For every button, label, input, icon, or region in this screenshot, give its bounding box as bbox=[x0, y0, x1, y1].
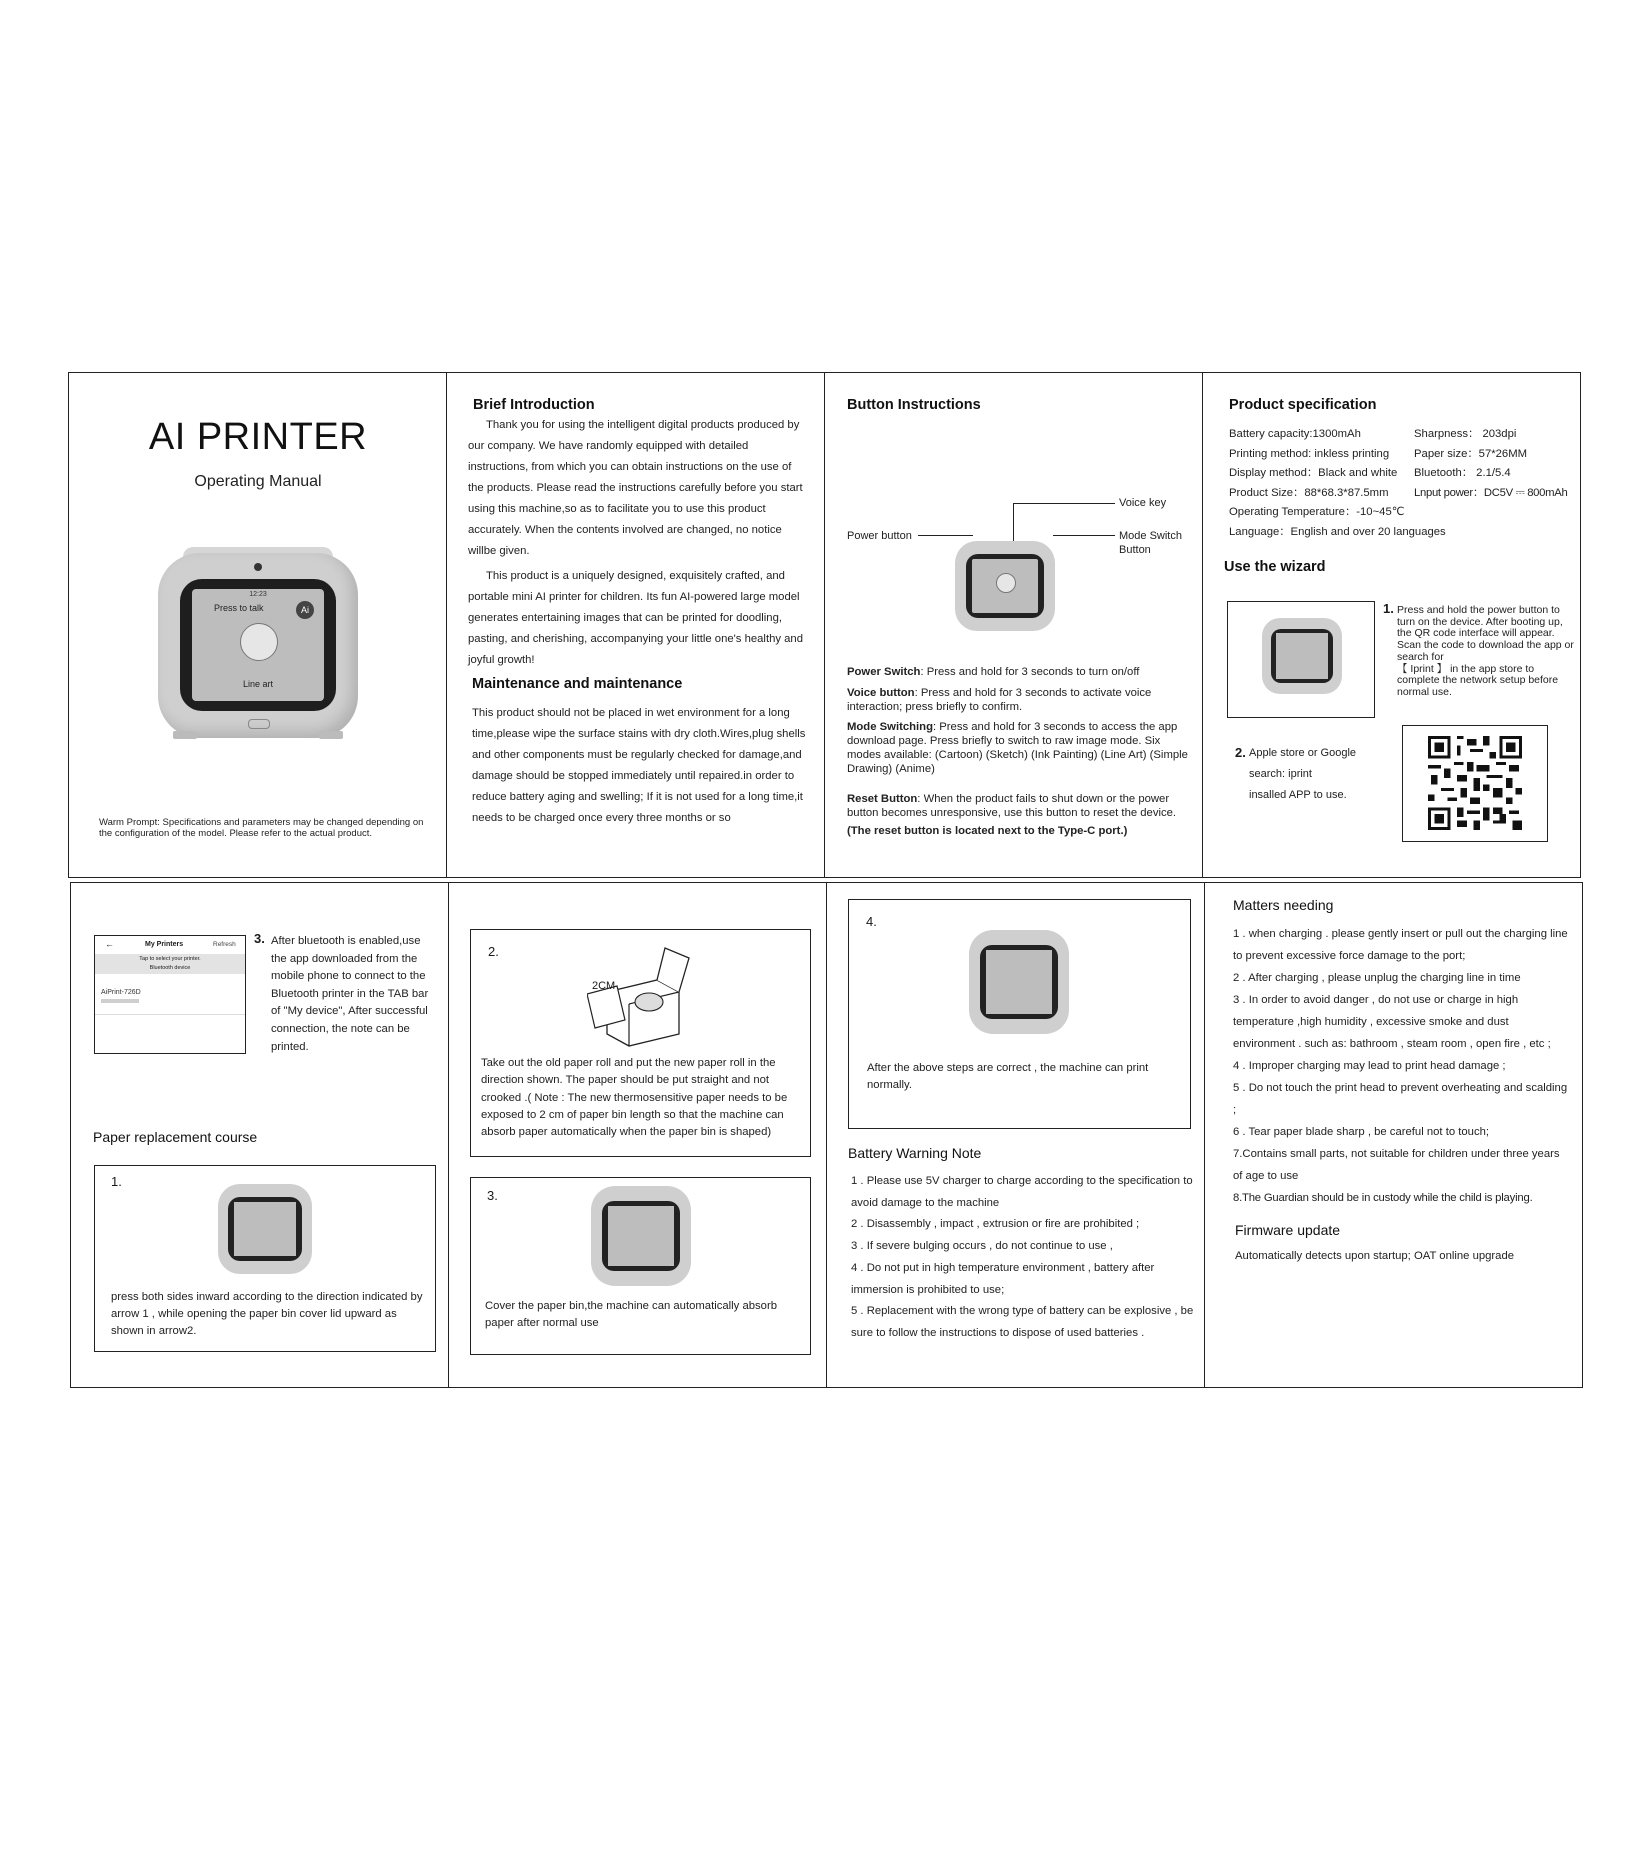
manual-sheet-back bbox=[70, 882, 1583, 1388]
intro-panel bbox=[447, 373, 825, 877]
matters-item-2: 2 . After charging , please unplug the charging line in time bbox=[1233, 972, 1521, 984]
buttons-panel bbox=[825, 373, 1203, 877]
paper-step2-number: 2. bbox=[488, 944, 499, 959]
battery-item-1: 1 . Please use 5V charger to charge according to the specification to avoid damage to the machine bbox=[851, 1175, 1193, 1209]
paper-panel bbox=[449, 883, 827, 1387]
battery-item-2: 2 . Disassembly , impact , extrusion or fire are prohibited ; bbox=[851, 1218, 1140, 1231]
phone-device-name: AiPrint-726D bbox=[101, 989, 141, 996]
power-switch-desc bbox=[847, 665, 1192, 679]
firmware-heading: Firmware update bbox=[1235, 1222, 1341, 1238]
camera-dot bbox=[254, 563, 262, 571]
phone-title: My Printers bbox=[145, 941, 184, 948]
screen-mode: Line art bbox=[242, 679, 274, 689]
phone-app-screenshot bbox=[94, 935, 246, 1054]
phone-refresh: Refresh bbox=[213, 941, 236, 948]
spec-heading: Product specification bbox=[1229, 397, 1377, 413]
voice-key-label: Voice key bbox=[1119, 497, 1167, 509]
step3-text: After bluetooth is enabled,use the app downloaded from the mobile phone to connect to the Bluetooth printer in the TAB bar of "My device", After successful connection, the note can be printed. bbox=[271, 935, 429, 1053]
reset-button-desc bbox=[847, 792, 1197, 820]
battery-item-4: 4 . Do not put in high temperature environment , battery after immersion is prohibited to use; bbox=[851, 1261, 1155, 1296]
spec-sharpness: Sharpness： 203dpi bbox=[1414, 428, 1517, 440]
screen-ai-badge: Ai bbox=[296, 601, 314, 619]
matters-panel bbox=[1205, 883, 1584, 1387]
paper-step1-number: 1. bbox=[111, 1174, 122, 1189]
wizard-step1-number: 1. bbox=[1383, 601, 1394, 616]
spec-paper-size: Paper size：57*26MM bbox=[1414, 447, 1528, 460]
matters-item-8: 8.The Guardian should be in custody while the child is playing. bbox=[1233, 1192, 1533, 1204]
wizard-step1-text-a: Press and hold the power button to turn on the device. After booting up, the QR code interface will appear. Scan the code to download the app or search for bbox=[1397, 604, 1574, 663]
paper-step3-number: 3. bbox=[487, 1188, 498, 1203]
phone-hint-2: Bluetooth device bbox=[149, 965, 191, 971]
paper-step2-box bbox=[470, 929, 811, 1157]
spec-language: Language：English and over 20 languages bbox=[1229, 525, 1446, 538]
printer-illustration-small bbox=[1262, 618, 1342, 694]
voice-key-line bbox=[1013, 503, 1014, 543]
battery-item-5: 5 . Replacement with the wrong type of battery can be explosive , be sure to follow the instructions to dispose of used batteries . bbox=[851, 1305, 1194, 1339]
paper-step4-box bbox=[848, 899, 1191, 1129]
wizard-step1-image bbox=[1227, 601, 1375, 718]
power-switch-text: : Press and hold for 3 seconds to turn on/off bbox=[920, 666, 1140, 678]
reset-button-note: (The reset button is located next to the Type-C port.) bbox=[847, 825, 1128, 837]
cover-panel bbox=[69, 373, 447, 877]
battery-panel bbox=[827, 883, 1205, 1387]
spec-left-list bbox=[1229, 427, 1446, 544]
back-arrow-icon: ← bbox=[105, 939, 114, 949]
qr-code-icon bbox=[1428, 736, 1522, 830]
cat-mascot-icon bbox=[996, 573, 1016, 593]
printer-illustration-small bbox=[218, 1184, 312, 1274]
paper-bin-illustration bbox=[587, 942, 697, 1052]
matters-item-7: 7.Contains small parts, not suitable for children under three years of age to use bbox=[1233, 1148, 1560, 1182]
voice-button-text: : Press and hold for 3 seconds to activate voice interaction; press briefly to confirm. bbox=[847, 687, 1152, 713]
screen-prompt: Press to talk bbox=[214, 603, 264, 613]
buttons-heading: Button Instructions bbox=[847, 397, 981, 413]
mode-switching-title: Mode Switching bbox=[847, 721, 933, 733]
paper-step2-text: Take out the old paper roll and put the new paper roll in the direction shown. The paper should be put straight and not crooked .( Note : The new thermosensitive paper needs to be exposed to 2 cm of paper bin length so that the machine can absorb paper automatically when the paper bin is shaped) bbox=[481, 1057, 788, 1139]
screen-time: 12:23 bbox=[249, 591, 267, 598]
spec-input-power: Lnput power：DC5V ⎓ 800mAh bbox=[1414, 486, 1568, 499]
matters-item-1: 1 . when charging . please gently insert or pull out the charging line to prevent excessive force damage to the port; bbox=[1233, 928, 1568, 962]
printer-illustration-small bbox=[591, 1186, 691, 1286]
step3-number: 3. bbox=[254, 931, 265, 946]
matters-item-5: 5 . Do not touch the print head to prevent overheating and scalding ; bbox=[1233, 1082, 1568, 1116]
battery-item-3: 3 . If severe bulging occurs , do not continue to use , bbox=[851, 1240, 1113, 1253]
bluetooth-panel bbox=[71, 883, 449, 1387]
battery-warning-list bbox=[851, 1171, 1196, 1345]
paper-step4-number: 4. bbox=[866, 914, 877, 929]
wizard-step2-line3: insalled APP to use. bbox=[1249, 789, 1347, 801]
spec-temperature: Operating Temperature：-10~45℃ bbox=[1229, 506, 1405, 518]
paper-length-label: 2CM bbox=[592, 980, 616, 992]
mode-switch-label: Mode Switch Button bbox=[1119, 530, 1182, 556]
qr-code-box bbox=[1402, 725, 1548, 842]
spec-right-list bbox=[1414, 427, 1582, 505]
matters-heading: Matters needing bbox=[1233, 897, 1334, 913]
cover-title: AI PRINTER bbox=[148, 416, 368, 458]
maintenance-heading: Maintenance and maintenance bbox=[472, 676, 683, 692]
paper-replacement-heading: Paper replacement course bbox=[93, 1129, 258, 1145]
device-screen bbox=[180, 579, 336, 711]
cover-subtitle: Operating Manual bbox=[194, 473, 322, 490]
firmware-text: Automatically detects upon startup; OAT online upgrade bbox=[1235, 1250, 1515, 1262]
wizard-heading: Use the wizard bbox=[1224, 559, 1326, 575]
matters-item-3: 3 . In order to avoid danger , do not use or charge in high temperature ,high humidity , excessive smoke and dust environment . such as: bathroom , steam room , open fire , etc ; bbox=[1233, 994, 1551, 1050]
paper-step3-text: Cover the paper bin,the machine can automatically absorb paper after normal use bbox=[485, 1300, 778, 1329]
mode-switching-desc bbox=[847, 720, 1192, 776]
matters-item-6: 6 . Tear paper blade sharp , be careful not to touch; bbox=[1233, 1126, 1490, 1138]
intro-heading: Brief Introduction bbox=[473, 397, 595, 413]
matters-list bbox=[1233, 923, 1568, 1209]
spec-panel bbox=[1203, 373, 1582, 877]
printer-illustration-small bbox=[969, 930, 1069, 1034]
spec-size: Product Size：88*68.3*87.5mm bbox=[1229, 486, 1389, 499]
paper-step1-box bbox=[94, 1165, 436, 1352]
warm-prompt: Warm Prompt: Specifications and parameters may be changed depending on the configuration of the model. Please refer to the actual product. bbox=[99, 817, 424, 839]
paper-step3-box bbox=[470, 1177, 811, 1355]
power-button-label: Power button bbox=[847, 530, 912, 542]
intro-paragraph-1: Thank you for using the intelligent digital products produced by our company. We have randomly equipped with detailed instructions, from which you can obtain instructions on the use of the products. Please read the instructions carefully before you start using this machine,so as to facilitate you to use this product accurately. When the contents involved are changed, no notice willbe given. bbox=[468, 419, 803, 557]
paper-step1-text: press both sides inward according to the direction indicated by arrow 1 , while opening the paper bin cover lid upward as shown in arrow2. bbox=[111, 1291, 423, 1337]
mode-switching-text: : Press and hold for 3 seconds to access the app download page. Press briefly to switch to raw image mode. Six modes available: (Cartoon) (Sketch) (Ink Painting) (Line Art) (Simple Drawing) (Anime) bbox=[847, 721, 1188, 775]
voice-button-desc bbox=[847, 686, 1192, 714]
wizard-step1-text bbox=[1397, 605, 1577, 699]
wizard-step2-line1: Apple store or Google bbox=[1249, 747, 1357, 759]
voice-button-title: Voice button bbox=[847, 687, 915, 699]
printer-illustration bbox=[158, 553, 358, 738]
phone-hint-1: Tap to select your printer. bbox=[139, 956, 201, 962]
wizard-step1-text-b: 【 Iprint 】 in the app store to complete the network setup before normal use. bbox=[1397, 662, 1559, 698]
cat-mascot-icon bbox=[240, 623, 278, 661]
reset-button-title: Reset Button bbox=[847, 793, 918, 805]
spec-display: Display method：Black and white bbox=[1229, 467, 1398, 479]
intro-paragraph-2: This product is a uniquely designed, exquisitely crafted, and portable mini AI printer for children. Its fun AI-powered large model generates entertaining images that can be printed for doodling, pasting, and cherishing, accompanying your little one's healthy and joyful growth! bbox=[468, 570, 803, 666]
manual-sheet-front bbox=[68, 372, 1581, 878]
paper-step4-text: After the above steps are correct , the machine can print normally. bbox=[867, 1062, 1149, 1091]
battery-warning-heading: Battery Warning Note bbox=[848, 1145, 982, 1161]
spec-printing: Printing method: inkless printing bbox=[1229, 447, 1390, 460]
spec-battery: Battery capacity:1300mAh bbox=[1229, 428, 1361, 440]
printer-illustration-small bbox=[955, 541, 1055, 631]
wizard-step2-line2: search: iprint bbox=[1249, 768, 1312, 780]
power-switch-title: Power Switch bbox=[847, 666, 921, 678]
button-diagram bbox=[825, 497, 1203, 633]
spec-bluetooth: Bluetooth： 2.1/5.4 bbox=[1414, 467, 1511, 479]
wizard-step2-number: 2. bbox=[1235, 745, 1246, 760]
reset-button-text: : When the product fails to shut down or the power button becomes unresponsive, use this button to reset the device. bbox=[847, 793, 1177, 819]
matters-item-4: 4 . Improper charging may lead to print head damage ; bbox=[1233, 1060, 1506, 1072]
maintenance-text: This product should not be placed in wet environment for a long time,please wipe the surface stains with dry cloth.Wires,plug shells and other components must be regularly checked for damage,and damage should be stopped immediately until repaired.in order to reduce battery aging and swelling; If it is not used for a long time,it needs to be charged once every three months or so bbox=[472, 707, 806, 824]
